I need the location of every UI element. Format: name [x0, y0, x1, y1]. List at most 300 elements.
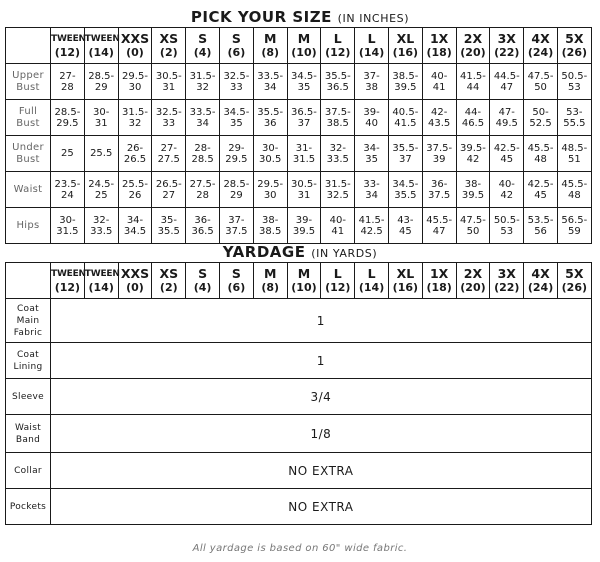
- size-number: (20): [460, 281, 486, 294]
- measurement-value-line: 29.5-: [122, 70, 148, 82]
- size-number: (8): [261, 46, 280, 59]
- measurement-value-line: 39.5: [394, 81, 417, 93]
- measurement-value: [355, 172, 389, 208]
- size-chart-size-header-9: [355, 28, 389, 64]
- measurement-value: [355, 64, 389, 100]
- size-code: 5X: [565, 31, 584, 46]
- measurement-value: [388, 208, 422, 244]
- measurement-row: [6, 64, 592, 100]
- measurement-value: [84, 208, 118, 244]
- measurement-value-line: 30-: [262, 142, 279, 154]
- measurement-value-line: 34.5: [123, 225, 147, 237]
- measurement-label-line: Bust: [16, 153, 40, 165]
- measurement-value-line: 30.5: [259, 153, 282, 165]
- size-code: XS: [159, 266, 179, 281]
- measurement-value: [321, 172, 355, 208]
- measurement-value: [253, 64, 287, 100]
- measurement-value-line: 32.5: [326, 189, 349, 201]
- measurement-label-line: Waist: [13, 183, 43, 195]
- measurement-value-line: 33-: [363, 178, 380, 190]
- measurement-value-line: 28.5-: [223, 178, 250, 190]
- yardage-label: [6, 415, 51, 453]
- yardage-size-header-14: [524, 263, 558, 299]
- yardage-label-line: Waist: [14, 422, 42, 433]
- measurement-value-line: 40-: [329, 214, 346, 226]
- measurement-value-line: 28-: [194, 142, 211, 154]
- size-number: (8): [261, 281, 280, 294]
- measurement-value-line: 37-: [363, 70, 380, 82]
- size-code: TWEEN: [84, 34, 120, 44]
- measurement-value: [456, 64, 490, 100]
- yardage-size-header-15: [557, 263, 591, 299]
- measurement-value-line: 29.5: [56, 117, 79, 129]
- measurement-label: [6, 208, 51, 244]
- measurement-value: [557, 64, 591, 100]
- measurement-value-line: 50: [466, 225, 480, 237]
- size-chart-corner-cell: [6, 28, 51, 64]
- measurement-value-line: 27.5: [157, 153, 180, 165]
- measurement-value: [219, 172, 253, 208]
- size-number: (12): [325, 281, 351, 294]
- measurement-value-line: 36.5: [191, 225, 214, 237]
- measurement-row: [6, 172, 592, 208]
- measurement-value-line: 26.5-: [155, 178, 182, 190]
- measurement-value: [84, 64, 118, 100]
- measurement-value-line: 48: [567, 189, 581, 201]
- size-code: M: [263, 266, 277, 281]
- measurement-value-line: 50.5-: [493, 214, 520, 226]
- size-code: S: [198, 266, 208, 281]
- size-number: (2): [159, 281, 178, 294]
- measurement-value-line: 33.5: [90, 225, 113, 237]
- measurement-value-line: 53.5-: [527, 214, 554, 226]
- size-code: L: [333, 31, 342, 46]
- measurement-value-line: 29: [94, 81, 108, 93]
- measurement-row: [6, 208, 592, 244]
- measurement-value: [524, 208, 558, 244]
- measurement-value-line: 32-: [329, 142, 346, 154]
- size-chart-subtitle: (IN INCHES): [337, 12, 410, 25]
- measurement-value-line: 35-: [160, 214, 177, 226]
- measurement-value-line: 28.5-: [54, 106, 81, 118]
- size-chart-size-header-1: [84, 28, 118, 64]
- size-code: XXS: [120, 31, 150, 46]
- size-chart-table: [5, 27, 592, 244]
- measurement-value-line: 34: [196, 117, 209, 129]
- measurement-label: [6, 64, 51, 100]
- measurement-value-line: 30: [128, 81, 142, 93]
- measurement-value-line: 35.5: [394, 189, 417, 201]
- measurement-value-line: 44: [466, 81, 480, 93]
- measurement-value: [51, 208, 85, 244]
- yardage-label: [6, 343, 51, 379]
- measurement-value-line: 38.5-: [392, 70, 419, 82]
- size-code: L: [367, 266, 376, 281]
- size-chart-size-header-0: [51, 28, 85, 64]
- size-number: (26): [561, 281, 588, 294]
- measurement-value-line: 40: [365, 117, 378, 129]
- size-number: (26): [561, 46, 588, 59]
- yardage-label-line: Pockets: [9, 501, 47, 512]
- measurement-value-line: 41.5: [394, 117, 417, 129]
- measurement-value-line: 27-: [160, 142, 177, 154]
- yardage-corner-cell: [6, 263, 51, 299]
- measurement-value-line: 25: [61, 148, 74, 159]
- measurement-value: [321, 136, 355, 172]
- measurement-value-line: 29-: [228, 142, 245, 154]
- size-code: XL: [396, 31, 415, 46]
- measurement-value: [51, 64, 85, 100]
- measurement-label-line: Hips: [16, 219, 40, 231]
- measurement-value-line: 23.5-: [54, 178, 81, 190]
- measurement-value-line: 37.5: [225, 225, 248, 237]
- measurement-value-line: 31: [297, 189, 311, 201]
- measurement-value-line: 35.5-: [392, 142, 419, 154]
- yardage-row: [6, 379, 592, 415]
- size-chart-size-header-15: [557, 28, 591, 64]
- measurement-value: [51, 136, 85, 172]
- size-code: L: [333, 266, 342, 281]
- measurement-value: [388, 172, 422, 208]
- measurement-value-line: 35.5-: [324, 70, 351, 82]
- measurement-value-line: 31.5-: [189, 70, 216, 82]
- yardage-row: [6, 453, 592, 489]
- yardage-size-header-10: [388, 263, 422, 299]
- measurement-value: [219, 208, 253, 244]
- measurement-value: [355, 136, 389, 172]
- measurement-value-line: 32: [128, 117, 142, 129]
- measurement-value-line: 40-: [498, 178, 515, 190]
- measurement-value: [422, 64, 456, 100]
- measurement-value-line: 42: [466, 153, 480, 165]
- size-chart-size-header-7: [287, 28, 321, 64]
- measurement-value-line: 35: [297, 81, 311, 93]
- size-chart-body: [6, 64, 592, 244]
- yardage-size-header-3: [152, 263, 186, 299]
- measurement-value-line: 30-: [93, 106, 110, 118]
- measurement-value: [51, 100, 85, 136]
- measurement-value-line: 32: [196, 81, 209, 93]
- measurement-value-line: 36.5: [326, 81, 349, 93]
- size-code: XS: [159, 31, 179, 46]
- measurement-value-line: 50-: [532, 106, 549, 118]
- yardage-header-row: [6, 263, 592, 299]
- measurement-value-line: 40.5-: [392, 106, 419, 118]
- measurement-value-line: 29.5: [225, 153, 248, 165]
- measurement-value-line: 35: [230, 117, 243, 129]
- measurement-value: [557, 172, 591, 208]
- measurement-value-line: 46.5: [461, 117, 485, 129]
- yardage-label: [6, 489, 51, 525]
- size-number: (2): [159, 46, 178, 59]
- size-chart-header-row: [6, 28, 592, 64]
- measurement-value: [422, 208, 456, 244]
- measurement-value-line: 27: [162, 189, 176, 201]
- size-number: (20): [460, 46, 486, 59]
- size-number: (12): [325, 46, 351, 59]
- measurement-value: [186, 136, 220, 172]
- measurement-value: [388, 136, 422, 172]
- measurement-label-line: Upper: [12, 69, 44, 81]
- measurement-value-line: 41: [432, 81, 446, 93]
- measurement-value: [456, 136, 490, 172]
- measurement-value-line: 31.5-: [122, 106, 148, 118]
- size-chart-title-text: PICK YOUR SIZE: [190, 8, 332, 26]
- size-code: TWEEN: [51, 34, 86, 44]
- measurement-value: [422, 136, 456, 172]
- measurement-value-line: 28: [61, 81, 74, 93]
- size-code: S: [231, 266, 241, 281]
- measurement-value-line: 37.5: [428, 189, 451, 201]
- measurement-value-line: 33.5: [326, 153, 349, 165]
- size-number: (14): [358, 281, 385, 294]
- measurement-value-line: 24.5-: [88, 178, 115, 190]
- yardage-subtitle: (IN YARDS): [311, 247, 378, 260]
- yardage-footnote: All yardage is based on 60" wide fabric.: [192, 543, 408, 554]
- measurement-value: [152, 64, 186, 100]
- measurement-value: [186, 100, 220, 136]
- measurement-value: [118, 64, 152, 100]
- measurement-value-line: 45.5-: [426, 214, 453, 226]
- measurement-value: [524, 100, 558, 136]
- measurement-value: [186, 172, 220, 208]
- measurement-value-line: 36.5-: [291, 106, 317, 118]
- measurement-value-line: 48: [534, 153, 547, 165]
- measurement-value-line: 33.5-: [189, 106, 216, 118]
- size-number: (10): [291, 281, 317, 294]
- yardage-row: [6, 415, 592, 453]
- yardage-label-line: Coat: [16, 349, 40, 360]
- measurement-value: [490, 136, 524, 172]
- size-number: (18): [426, 46, 452, 59]
- measurement-value-line: 30: [263, 189, 277, 201]
- yardage-label-line: Sleeve: [12, 391, 44, 402]
- measurement-value-line: 36-: [194, 214, 211, 226]
- measurement-value: [84, 100, 118, 136]
- yardage-label-line: Band: [15, 434, 41, 445]
- size-code: 1X: [429, 266, 449, 281]
- measurement-value-line: 30-: [59, 214, 76, 226]
- yardage-title-text: YARDAGE: [222, 243, 306, 261]
- measurement-value-line: 38-: [262, 214, 279, 226]
- yardage-title: [0, 243, 600, 261]
- size-number: (4): [193, 281, 212, 294]
- measurement-value: [456, 172, 490, 208]
- measurement-value-line: 44-: [464, 106, 482, 118]
- measurement-value: [524, 64, 558, 100]
- measurement-value-line: 42-: [430, 106, 448, 118]
- measurement-value: [524, 136, 558, 172]
- measurement-value: [287, 172, 321, 208]
- yardage-value: NO EXTRA: [51, 453, 592, 489]
- measurement-value: [422, 172, 456, 208]
- yardage-label-line: Main: [16, 315, 40, 326]
- measurement-value-line: 34.5-: [223, 106, 250, 118]
- measurement-value-line: 53: [567, 81, 581, 93]
- measurement-value-line: 35: [365, 153, 378, 165]
- measurement-value-line: 31-: [295, 142, 313, 154]
- measurement-value-line: 40-: [430, 70, 448, 82]
- measurement-value-line: 45: [399, 225, 412, 237]
- measurement-label-line: Bust: [16, 117, 40, 129]
- measurement-value-line: 34.5-: [291, 70, 317, 82]
- measurement-value-line: 53-: [566, 106, 583, 118]
- size-number: (14): [88, 281, 114, 294]
- measurement-label-line: Under: [12, 141, 44, 153]
- measurement-value-line: 39-: [295, 214, 313, 226]
- size-number: (24): [527, 281, 554, 294]
- measurement-value-line: 45.5-: [561, 178, 588, 190]
- measurement-value-line: 32.5-: [155, 106, 182, 118]
- yardage-label-line: Lining: [13, 361, 43, 372]
- measurement-value-line: 45: [500, 153, 514, 165]
- measurement-value-line: 36: [263, 117, 277, 129]
- measurement-value: [355, 208, 389, 244]
- size-code: M: [297, 266, 311, 281]
- yardage-label: [6, 379, 51, 415]
- measurement-value-line: 32.5-: [223, 70, 250, 82]
- measurement-value-line: 31: [162, 81, 176, 93]
- size-code: TWEEN: [51, 269, 86, 279]
- size-code: XL: [396, 266, 415, 281]
- size-code: 4X: [531, 31, 550, 46]
- size-chart-size-header-6: [253, 28, 287, 64]
- yardage-label: [6, 299, 51, 343]
- yardage-label: [6, 453, 51, 489]
- measurement-label-line: Bust: [16, 81, 40, 93]
- size-code: 3X: [497, 266, 516, 281]
- measurement-value-line: 39-: [363, 106, 380, 118]
- measurement-value: [253, 136, 287, 172]
- yardage-size-header-8: [321, 263, 355, 299]
- size-code: S: [231, 31, 241, 46]
- measurement-value-line: 47.5-: [460, 214, 486, 226]
- measurement-value: [321, 64, 355, 100]
- measurement-label-line: Full: [18, 105, 38, 117]
- measurement-value-line: 28.5: [191, 153, 214, 165]
- measurement-label: [6, 172, 51, 208]
- size-number: (12): [54, 46, 81, 59]
- yardage-size-header-13: [490, 263, 524, 299]
- yardage-size-header-6: [253, 263, 287, 299]
- measurement-value-line: 45.5-: [527, 142, 554, 154]
- measurement-value: [253, 100, 287, 136]
- measurement-value-line: 31.5-: [324, 178, 351, 190]
- measurement-value-line: 38-: [464, 178, 482, 190]
- measurement-value-line: 56: [534, 225, 547, 237]
- yardage-row: [6, 489, 592, 525]
- measurement-value-line: 31.5: [56, 225, 79, 237]
- yardage-size-header-5: [219, 263, 253, 299]
- measurement-value-line: 41.5-: [358, 214, 385, 226]
- size-chart-size-header-11: [422, 28, 456, 64]
- measurement-value: [422, 100, 456, 136]
- measurement-value-line: 47: [500, 81, 514, 93]
- measurement-value: [118, 100, 152, 136]
- measurement-value-line: 32-: [93, 214, 110, 226]
- size-number: (24): [527, 46, 554, 59]
- measurement-value: [287, 208, 321, 244]
- measurement-value: [557, 208, 591, 244]
- measurement-value: [186, 64, 220, 100]
- measurement-value-line: 42.5-: [493, 142, 520, 154]
- measurement-value-line: 42.5: [360, 225, 383, 237]
- measurement-value-line: 27-: [59, 70, 76, 82]
- measurement-value: [287, 100, 321, 136]
- size-chart-size-header-14: [524, 28, 558, 64]
- yardage-body: [6, 299, 592, 525]
- yardage-size-header-4: [186, 263, 220, 299]
- yardage-value: 1: [51, 343, 592, 379]
- measurement-value: [219, 100, 253, 136]
- measurement-value-line: 36-: [430, 178, 448, 190]
- size-code: 1X: [429, 31, 449, 46]
- measurement-value-line: 30.5-: [155, 70, 182, 82]
- size-chart-size-header-10: [388, 28, 422, 64]
- size-code: M: [297, 31, 311, 46]
- measurement-value-line: 45: [534, 189, 547, 201]
- measurement-value: [490, 64, 524, 100]
- measurement-value-line: 56.5-: [561, 214, 588, 226]
- measurement-value-line: 39.5: [292, 225, 316, 237]
- measurement-value: [490, 100, 524, 136]
- size-number: (10): [291, 46, 317, 59]
- size-chart-size-header-3: [152, 28, 186, 64]
- measurement-value: [287, 136, 321, 172]
- size-number: (6): [227, 281, 246, 294]
- measurement-value-line: 31: [94, 117, 108, 129]
- measurement-value-line: 44.5-: [493, 70, 520, 82]
- measurement-value-line: 25.5: [90, 148, 113, 159]
- size-number: (22): [494, 46, 520, 59]
- measurement-value-line: 26-: [126, 142, 144, 154]
- measurement-value: [152, 136, 186, 172]
- measurement-value-line: 28.5-: [88, 70, 115, 82]
- size-number: (14): [358, 46, 385, 59]
- measurement-value-line: 38.5: [326, 117, 349, 129]
- measurement-value: [557, 100, 591, 136]
- measurement-value-line: 28: [196, 189, 209, 201]
- measurement-value: [321, 208, 355, 244]
- size-number: (18): [426, 281, 452, 294]
- measurement-value: [253, 172, 287, 208]
- measurement-value-line: 33: [162, 117, 176, 129]
- measurement-value-line: 37.5-: [426, 142, 453, 154]
- measurement-value-line: 29: [230, 189, 243, 201]
- measurement-row: [6, 136, 592, 172]
- measurement-value-line: 42: [500, 189, 514, 201]
- measurement-value-line: 34: [263, 81, 277, 93]
- measurement-value-line: 47-: [498, 106, 515, 118]
- size-chart-size-header-5: [219, 28, 253, 64]
- measurement-value-line: 25: [94, 189, 108, 201]
- size-code: L: [367, 31, 376, 46]
- measurement-value-line: 33.5-: [257, 70, 284, 82]
- yardage-size-header-2: [118, 263, 152, 299]
- measurement-value-line: 41: [331, 225, 345, 237]
- size-chart-size-header-2: [118, 28, 152, 64]
- yardage-size-header-1: [84, 263, 118, 299]
- size-number: (0): [126, 281, 144, 294]
- measurement-value: [287, 64, 321, 100]
- size-code: 5X: [565, 266, 584, 281]
- measurement-value: [118, 172, 152, 208]
- measurement-value-line: 35.5-: [257, 106, 284, 118]
- measurement-label: [6, 136, 51, 172]
- size-code: S: [198, 31, 208, 46]
- measurement-value: [118, 208, 152, 244]
- yardage-value: NO EXTRA: [51, 489, 592, 525]
